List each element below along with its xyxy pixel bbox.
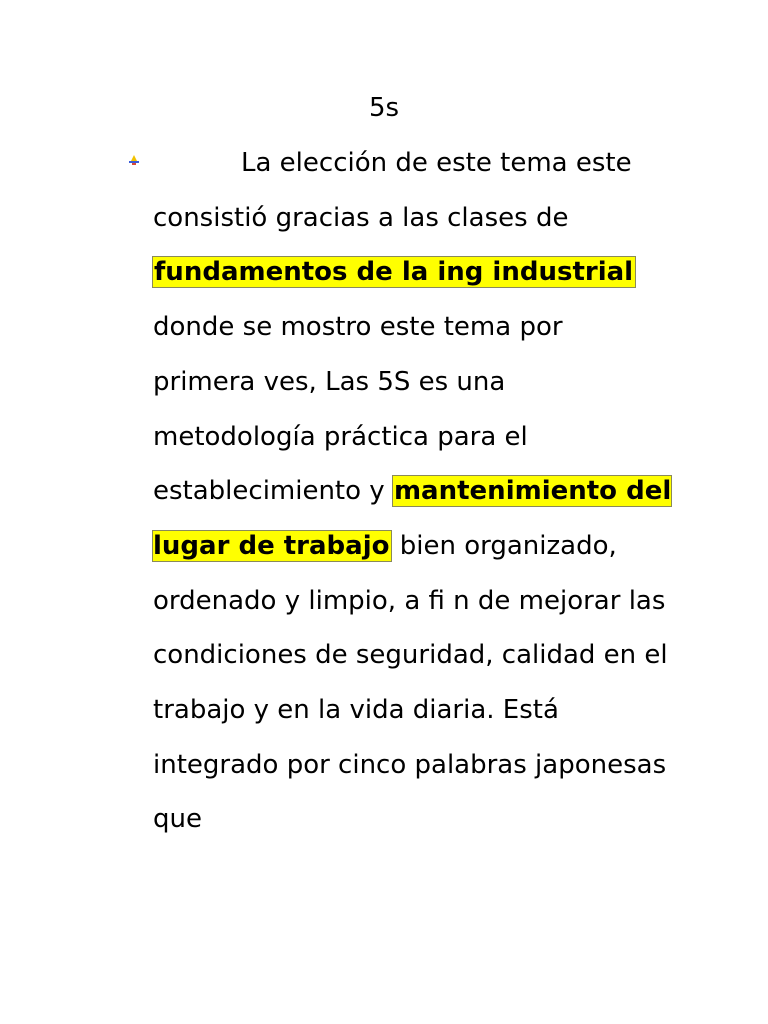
page-title xyxy=(0,92,768,124)
title-text: 5s xyxy=(368,93,400,123)
paragraph-intro: La elección de este tema este consistió gracias a las clases de xyxy=(153,148,632,233)
small-clipart-icon xyxy=(127,154,141,166)
body-paragraph xyxy=(153,136,673,847)
highlighted-phrase-fundamentos: fundamentos de la ing industrial xyxy=(154,257,634,288)
paragraph-middle: donde se mostro este tema por primera ves, Las 5S es una metodología práctica para el establecimiento y xyxy=(153,312,563,507)
highlighted-phrase-mantenimiento: mantenimiento del lugar de trabajo xyxy=(153,476,672,561)
paragraph-ending: bien organizado, ordenado y limpio, a fi n de mejorar las condiciones de seguridad, calidad en el trabajo y en la vida diaria. Está integrado por cinco palabras japonesas que xyxy=(153,530,668,835)
